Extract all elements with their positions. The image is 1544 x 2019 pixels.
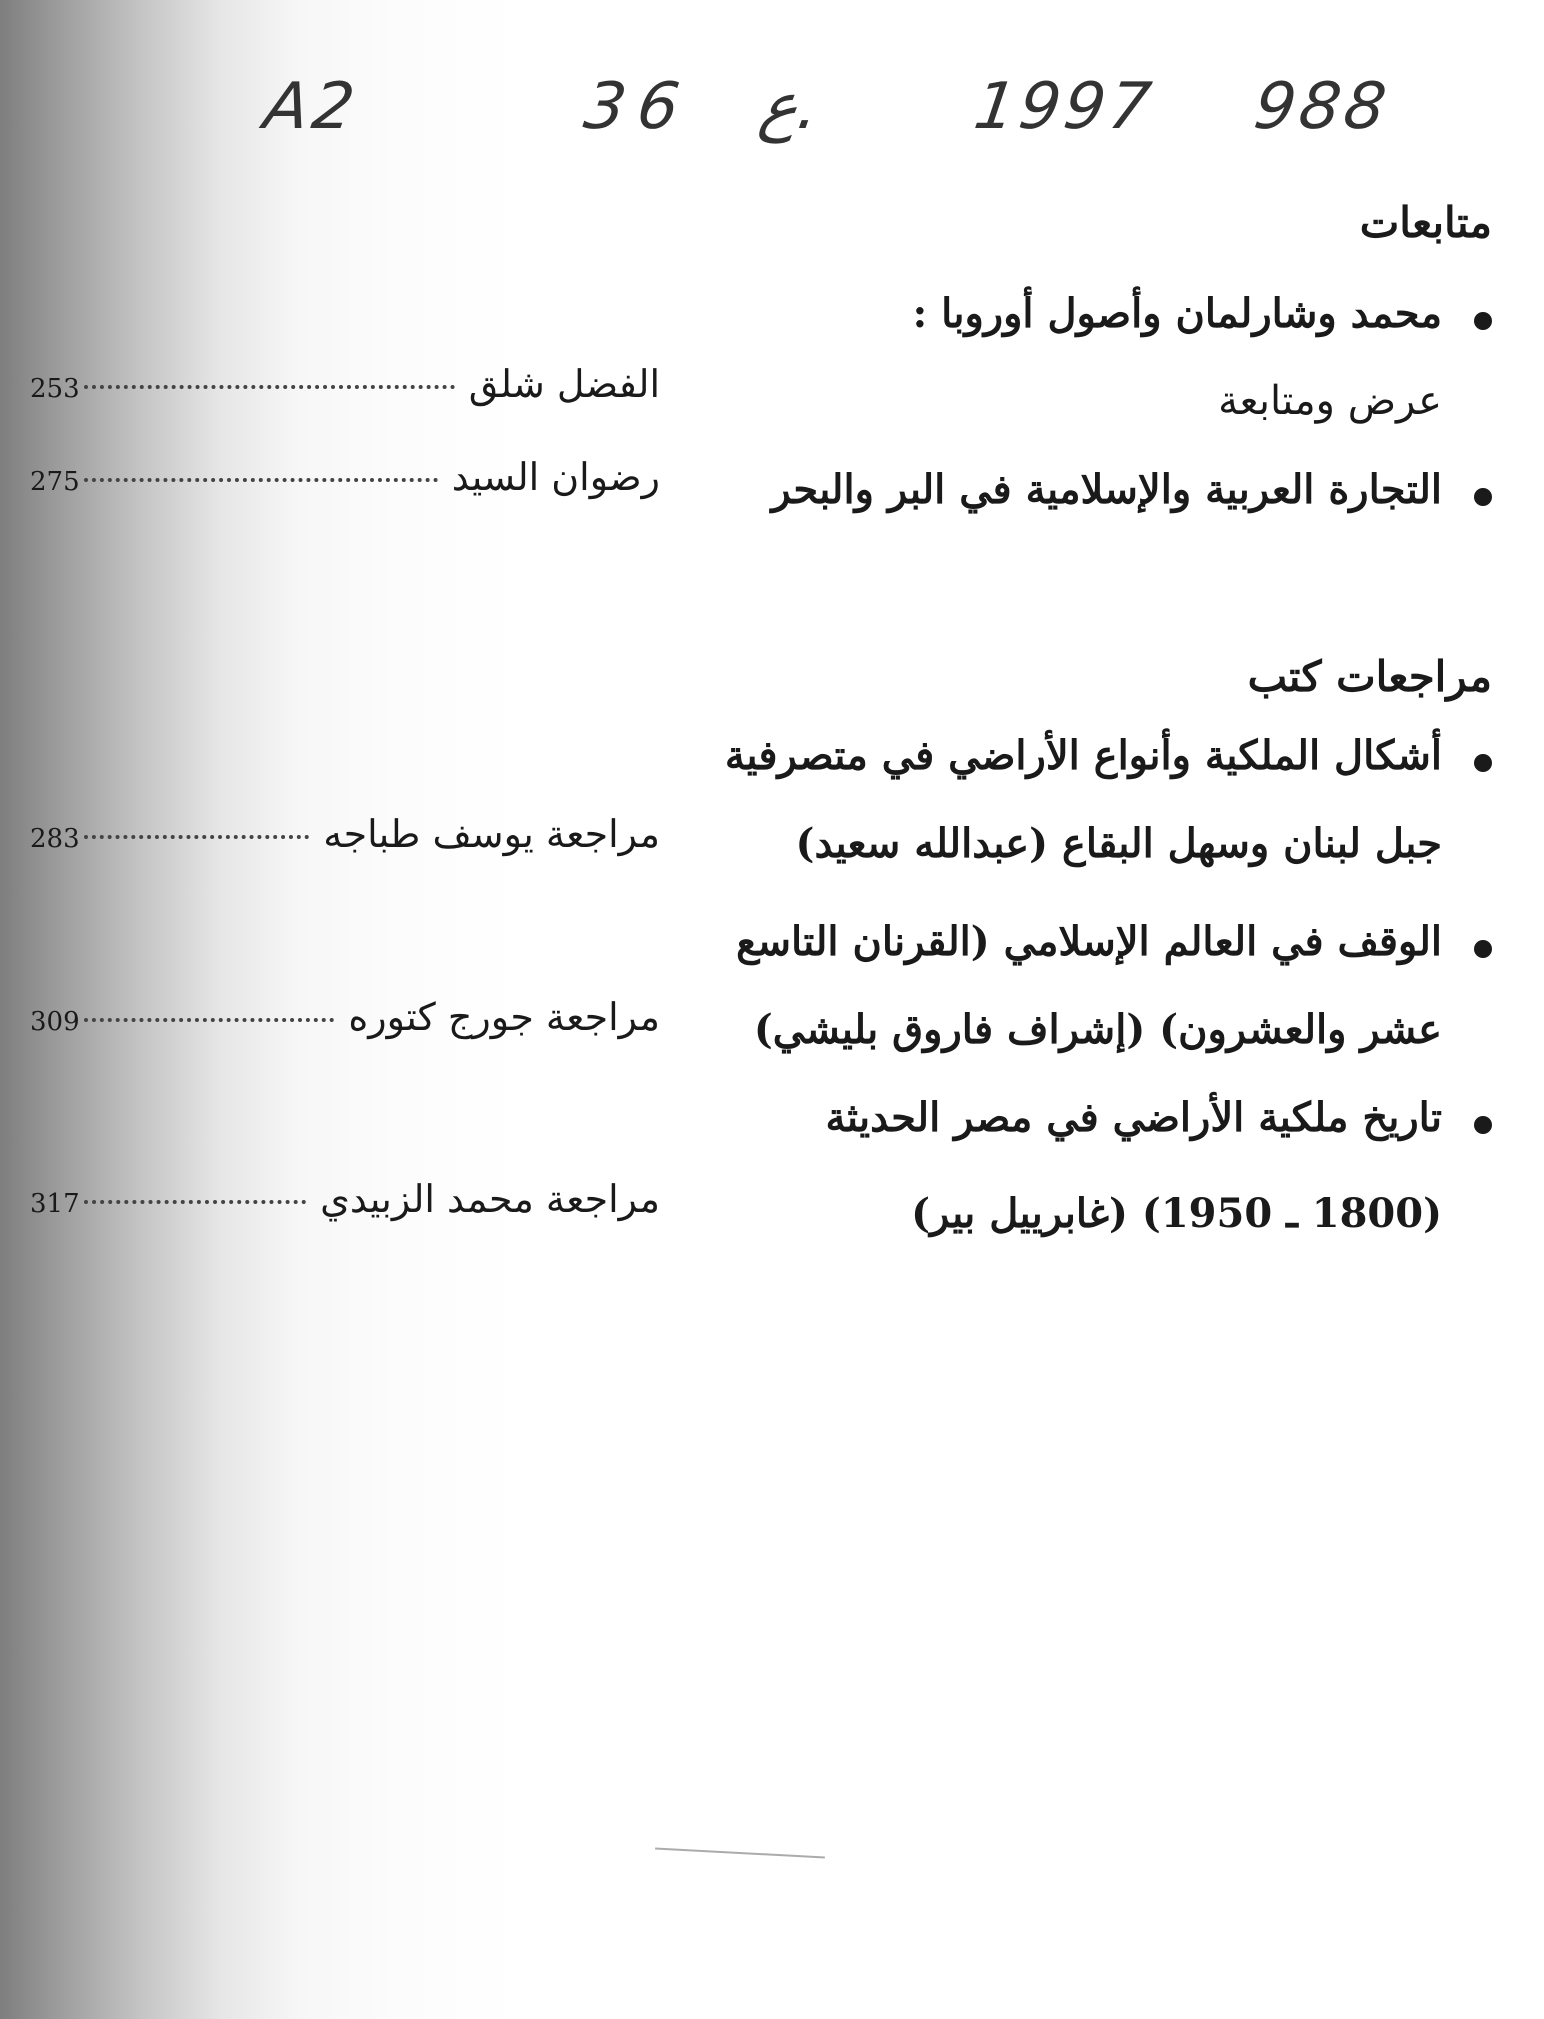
section-title: مراجعات كتب [1247,652,1492,701]
handwritten-text: 988 [1249,70,1395,144]
toc-author-row [30,995,660,1039]
entry-title: تاريخ ملكية الأراضي في مصر الحديثة [825,1094,1442,1141]
dot-leader [84,835,310,839]
page-number: 275 [30,467,80,497]
dot-leader [84,1200,306,1204]
author-name: مراجعة يوسف طباجه [323,812,660,856]
toc-author-row [30,362,660,406]
bullet-icon [1474,754,1492,772]
bullet-icon [1474,488,1492,506]
entry-subtitle: عرض ومتابعة [1218,378,1442,424]
author-name: الفضل شلق [468,362,660,406]
toc-author-row [30,455,660,499]
entry-title: عشر والعشرون) (إشراف فاروق بليشي) [753,1006,1442,1053]
handwritten-text: ع. [754,70,824,144]
entry-title: أشكال الملكية وأنواع الأراضي في متصرفية [724,732,1442,779]
entry-title: التجارة العربية والإسلامية في البر والبحر [771,466,1442,513]
bullet-icon [1474,1116,1492,1134]
dot-leader [84,385,455,389]
handwritten-text: 1997 [969,70,1160,144]
toc-author-row [30,1177,660,1221]
page-number: 253 [30,374,80,404]
entry-title: (1800 ـ 1950) (غابرييل بير) [911,1190,1442,1237]
page-number: 283 [30,824,80,854]
entry-title: محمد وشارلمان وأصول أوروبا : [912,290,1442,337]
dot-leader [84,1018,335,1022]
author-name: مراجعة جورج كتوره [348,995,660,1039]
entry-title: الوقف في العالم الإسلامي (القرنان التاسع [736,918,1442,965]
bullet-icon [1474,312,1492,330]
page-number: 309 [30,1007,80,1037]
author-name: مراجعة محمد الزبيدي [320,1177,660,1221]
author-name: رضوان السيد [451,455,660,499]
page-number: 317 [30,1189,80,1219]
toc-author-row [30,812,660,856]
bullet-icon [1474,940,1492,958]
dot-leader [84,478,438,482]
section-title: متابعات [1359,198,1492,247]
handwritten-text: A2 [259,70,363,144]
handwritten-text: 36 [579,70,696,144]
entry-title: جبل لبنان وسهل البقاع (عبدالله سعيد) [795,820,1442,867]
